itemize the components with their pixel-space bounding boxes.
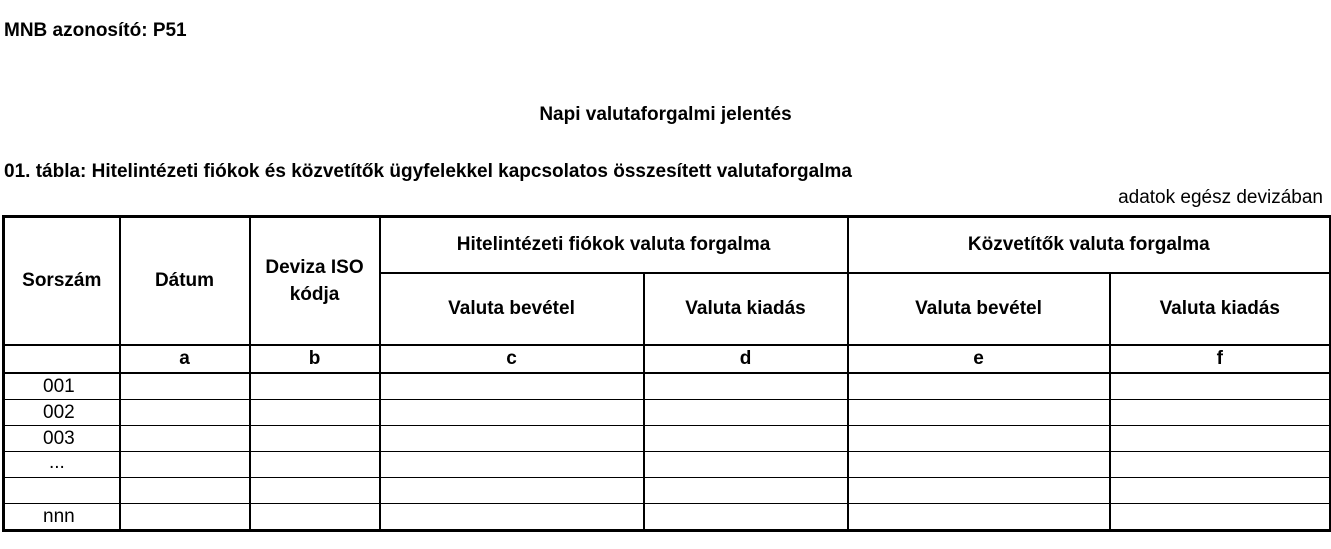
- col-header-datum: Dátum: [120, 217, 250, 346]
- report-title: Napi valutaforgalmi jelentés: [539, 104, 792, 125]
- col-code: d: [644, 345, 848, 373]
- table-cell[interactable]: [848, 478, 1110, 504]
- table-cell[interactable]: [380, 452, 644, 478]
- col-code: f: [1110, 345, 1331, 373]
- col-header-hitel-kiadas: Valuta kiadás: [644, 273, 848, 345]
- col-group-kozvetitok: Közvetítők valuta forgalma: [848, 217, 1331, 274]
- col-header-hitel-bevetel: Valuta bevétel: [380, 273, 644, 345]
- table-cell[interactable]: [848, 452, 1110, 478]
- col-header-deviza: Deviza ISO kódja: [250, 217, 380, 346]
- table-cell[interactable]: [848, 426, 1110, 452]
- row-number: nnn: [4, 504, 120, 531]
- table-cell[interactable]: [1110, 426, 1331, 452]
- table-cell[interactable]: [644, 452, 848, 478]
- col-code: c: [380, 345, 644, 373]
- row-number: [4, 478, 120, 504]
- row-number: ...: [4, 452, 120, 478]
- table-cell[interactable]: [120, 504, 250, 531]
- table-cell[interactable]: [848, 400, 1110, 426]
- table-cell[interactable]: [120, 373, 250, 400]
- table-cell[interactable]: [644, 504, 848, 531]
- table-cell[interactable]: [250, 426, 380, 452]
- table-cell[interactable]: [1110, 504, 1331, 531]
- mnb-identifier: MNB azonosító: P51: [4, 20, 187, 41]
- table-row: [4, 504, 1331, 531]
- table-cell[interactable]: [380, 478, 644, 504]
- table-row: [4, 452, 1331, 478]
- col-code: a: [120, 345, 250, 373]
- table-cell[interactable]: [848, 373, 1110, 400]
- row-number: 003: [4, 426, 120, 452]
- col-code: e: [848, 345, 1110, 373]
- table-cell[interactable]: [120, 452, 250, 478]
- table-row: [4, 426, 1331, 452]
- table-cell[interactable]: [1110, 373, 1331, 400]
- table-cell[interactable]: [380, 504, 644, 531]
- table-cell[interactable]: [1110, 478, 1331, 504]
- table-cell[interactable]: [848, 504, 1110, 531]
- table-cell[interactable]: [644, 400, 848, 426]
- row-number: 002: [4, 400, 120, 426]
- table-cell[interactable]: [644, 478, 848, 504]
- header-row-1: [4, 217, 1331, 274]
- table-cell[interactable]: [644, 426, 848, 452]
- row-number: 001: [4, 373, 120, 400]
- col-group-hitelintezeti: Hitelintézeti fiókok valuta forgalma: [380, 217, 848, 274]
- table-cell[interactable]: [120, 478, 250, 504]
- table-title: 01. tábla: Hitelintézeti fiókok és közvetítők ügyfelekkel kapcsolatos összesített valutaforgalma: [4, 161, 852, 182]
- table-cell[interactable]: [1110, 452, 1331, 478]
- table-cell[interactable]: [644, 373, 848, 400]
- table-cell[interactable]: [380, 400, 644, 426]
- report-table: [2, 215, 1331, 532]
- unit-note: adatok egész devizában: [1118, 187, 1323, 208]
- col-header-kozv-bevetel: Valuta bevétel: [848, 273, 1110, 345]
- table-cell[interactable]: [250, 504, 380, 531]
- table-cell[interactable]: [120, 400, 250, 426]
- table-row: [4, 400, 1331, 426]
- table-cell[interactable]: [380, 373, 644, 400]
- table-cell[interactable]: [250, 478, 380, 504]
- table-cell[interactable]: [120, 426, 250, 452]
- table-cell[interactable]: [250, 373, 380, 400]
- column-code-row: [4, 345, 1331, 373]
- col-code-empty: [4, 345, 120, 373]
- table-row: [4, 478, 1331, 504]
- col-header-sorszam: Sorszám: [4, 217, 120, 346]
- table-cell[interactable]: [250, 400, 380, 426]
- table-cell[interactable]: [250, 452, 380, 478]
- table-row: [4, 373, 1331, 400]
- table-cell[interactable]: [1110, 400, 1331, 426]
- col-code: b: [250, 345, 380, 373]
- col-header-kozv-kiadas: Valuta kiadás: [1110, 273, 1331, 345]
- table-cell[interactable]: [380, 426, 644, 452]
